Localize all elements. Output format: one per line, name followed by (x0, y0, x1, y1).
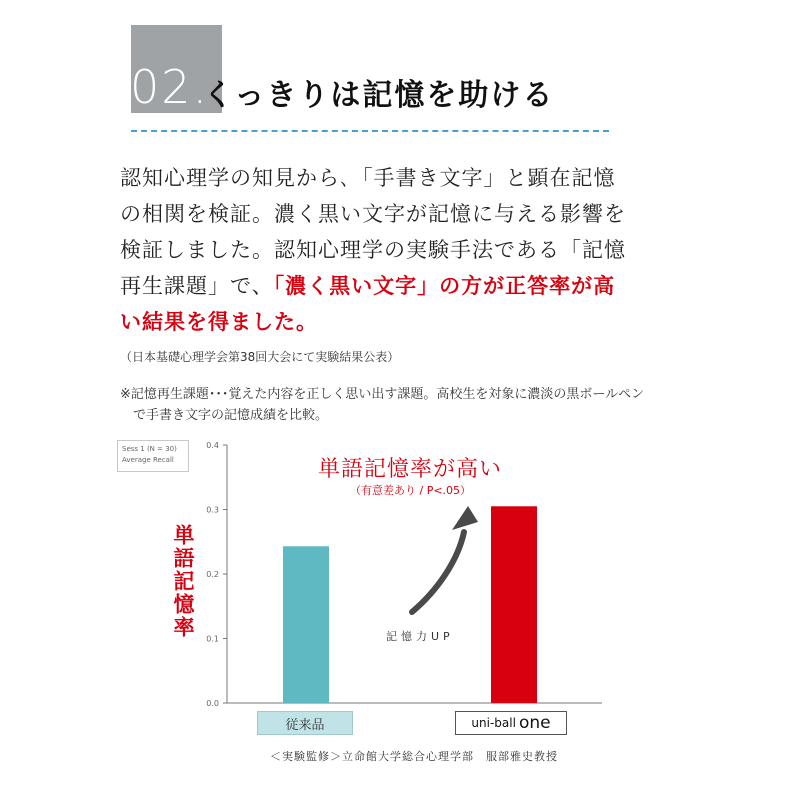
y-tick-label: 0.1 (206, 634, 219, 644)
body-text-main: 認知心理学の知見から､「手書き文字」と顕在記憶の相関を検証。濃く黒い文字が記憶に与える影響を検証しました。認知心理学の実験手法である「記憶再生課題」で、 (120, 166, 626, 298)
brand-main: one (518, 713, 551, 733)
memory-up-arrow-shaft (412, 532, 464, 612)
body-text-highlight: 「濃く黒い文字」の方が正答率が高い結果を得ました。 (120, 274, 616, 334)
y-tick-label: 0.4 (206, 441, 219, 450)
legend-line-1: Sess 1 (N = 30) (122, 445, 177, 453)
bar-uniball-one (491, 506, 537, 703)
source-note: （日本基礎心理学会第38回大会にて実験結果公表） (120, 350, 400, 364)
legend-line-2: Average Recall (122, 456, 174, 464)
bar-conventional (283, 546, 329, 703)
callout-headline: 単語記憶率が高い (318, 457, 503, 482)
category-label-text: 従来品 (285, 717, 325, 733)
category-label-conventional (257, 711, 353, 735)
section-heading: くっきりは記憶を助ける (203, 78, 555, 113)
section-number: 02. (130, 60, 210, 114)
callout-significance: （有意差あり / P<.05） (350, 484, 472, 497)
supervision-credit: ＜実験監修＞立命館大学総合心理学部 服部雅史教授 (270, 750, 558, 763)
arrow-label: 記憶力UP (386, 630, 454, 643)
y-tick-label: 0.0 (206, 699, 219, 708)
y-tick-label: 0.3 (206, 505, 219, 515)
category-label-uniball (455, 711, 567, 735)
y-tick-label: 0.2 (206, 570, 219, 579)
memory-up-arrow-head (452, 506, 478, 530)
brand-prefix: uni-ball (471, 716, 516, 730)
y-axis-label: 単語記憶率 (171, 524, 195, 639)
method-note: ※記憶再生課題･･･覚えた内容を正しく思い出す課題。高校生を対象に濃淡の黒ボールペンで手書き文字の記憶成績を比較。 (120, 387, 645, 423)
